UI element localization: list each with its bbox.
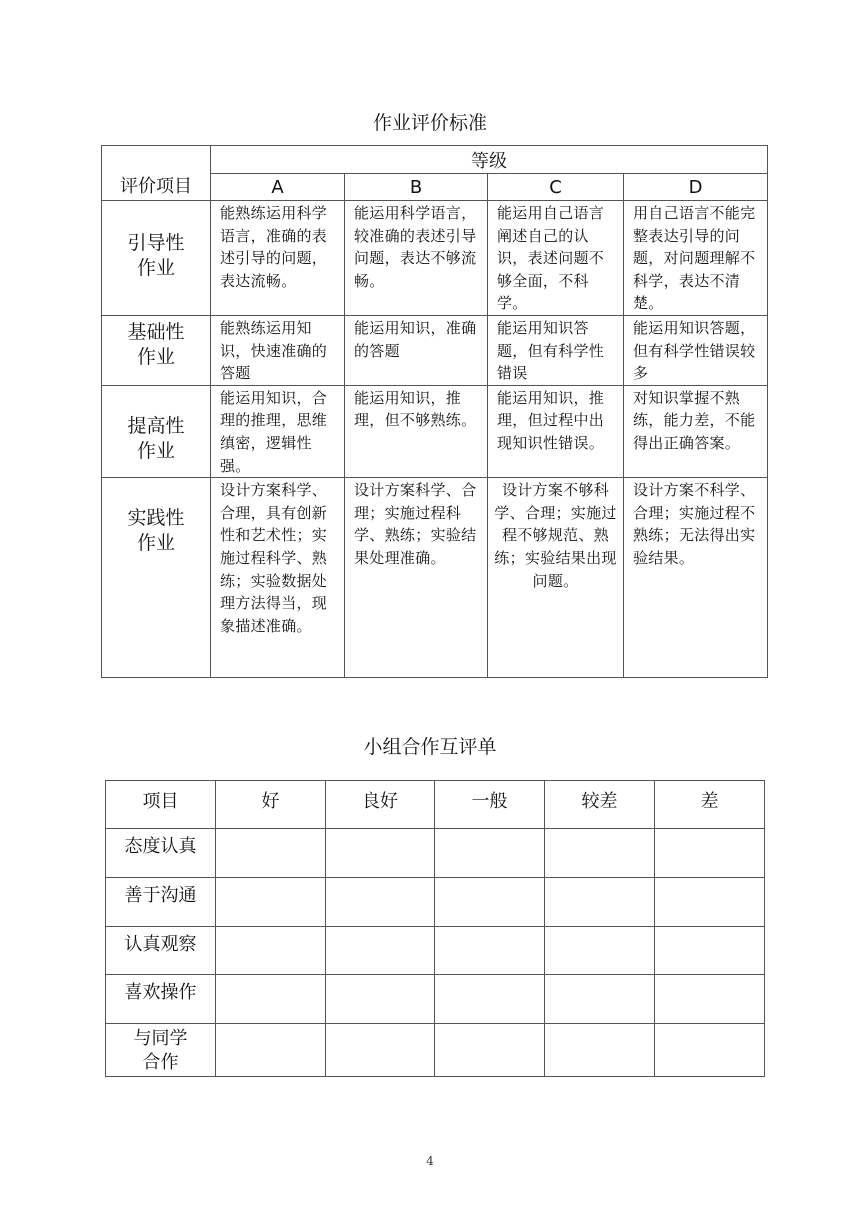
grade-cell: 能运用知识答题，但有科学性错误较多 [624, 315, 768, 385]
rating-cell[interactable] [545, 975, 655, 1024]
peer-evaluation-table [105, 780, 765, 1077]
peer-header-bad: 差 [655, 781, 765, 829]
rating-cell[interactable] [326, 1024, 435, 1077]
grade-group-header: 等级 [211, 146, 768, 174]
evaluation-standard-table [101, 145, 768, 678]
row-label-line: 作业 [136, 532, 175, 555]
peer-header-poor: 较差 [545, 781, 655, 829]
row-label-line: 作业 [136, 257, 175, 279]
rating-cell[interactable] [435, 1024, 545, 1077]
grade-cell: 设计方案不够科学、合理；实施过程不够规范、熟练；实验结果出现问题。 [488, 478, 624, 678]
rating-cell[interactable] [435, 829, 545, 878]
row-label-line: 提高性 [127, 414, 185, 437]
evaluation-table-title: 作业评价标准 [372, 112, 487, 134]
peer-row-label-line: 与同学 [133, 1028, 188, 1049]
rating-cell[interactable] [435, 975, 545, 1024]
rating-cell[interactable] [216, 878, 326, 927]
grade-cell: 能运用知识，推理，但过程中出现知识性错误。 [488, 385, 624, 477]
grade-cell: 设计方案科学、合理，具有创新性和艺术性；实施过程科学、熟练；实验数据处理方法得当，现象描述准确。 [211, 478, 345, 678]
peer-row-label: 善于沟通 [106, 878, 216, 927]
grade-cell: 能运用科学语言，较准确的表述引导问题，表达不够流畅。 [345, 201, 488, 316]
grade-cell: 用自己语言不能完整表达引导的问题，对问题理解不科学，表达不清楚。 [624, 201, 768, 316]
grade-cell: 能熟练运用知识，快速准确的答题 [211, 315, 345, 385]
grade-cell: 能运用知识，准确的答题 [345, 315, 488, 385]
rating-cell[interactable] [326, 878, 435, 927]
peer-row-label-line: 合作 [142, 1052, 179, 1073]
grade-header-a: A [211, 174, 345, 201]
peer-header-fairly-good: 良好 [326, 781, 435, 829]
rating-cell[interactable] [216, 1024, 326, 1077]
row-label-line: 基础性 [127, 320, 185, 343]
peer-table-title: 小组合作互评单 [363, 736, 497, 758]
row-label-advanced [102, 385, 211, 477]
grade-cell: 设计方案科学、合理；实施过程科学、熟练；实验结果处理准确。 [345, 478, 488, 678]
rating-cell[interactable] [545, 1024, 655, 1077]
grade-cell: 能运用知识答题，但有科学性错误 [488, 315, 624, 385]
rating-cell[interactable] [545, 878, 655, 927]
rating-cell[interactable] [326, 975, 435, 1024]
peer-header-item: 项目 [106, 781, 216, 829]
peer-header-good: 好 [216, 781, 326, 829]
rating-cell[interactable] [545, 927, 655, 975]
rating-cell[interactable] [326, 829, 435, 878]
rating-cell[interactable] [435, 878, 545, 927]
peer-row-label [106, 1024, 216, 1077]
rating-cell[interactable] [655, 829, 765, 878]
peer-row-label: 认真观察 [106, 927, 216, 975]
row-label-line: 作业 [136, 345, 175, 368]
grade-header-b: B [345, 174, 488, 201]
peer-row-label: 喜欢操作 [106, 975, 216, 1024]
rating-cell[interactable] [326, 927, 435, 975]
rating-cell[interactable] [545, 829, 655, 878]
peer-header-average: 一般 [435, 781, 545, 829]
corner-header: 评价项目 [102, 146, 211, 201]
row-label-line: 作业 [136, 439, 175, 462]
row-label-guiding [102, 201, 211, 316]
grade-cell: 对知识掌握不熟练，能力差，不能得出正确答案。 [624, 385, 768, 477]
rating-cell[interactable] [435, 927, 545, 975]
grade-cell: 能熟练运用科学语言，准确的表述引导的问题，表达流畅。 [211, 201, 345, 316]
row-label-line: 引导性 [127, 232, 185, 254]
grade-header-d: D [624, 174, 768, 201]
rating-cell[interactable] [216, 975, 326, 1024]
rating-cell[interactable] [655, 927, 765, 975]
rating-cell[interactable] [655, 878, 765, 927]
row-label-practical [102, 478, 211, 678]
rating-cell[interactable] [216, 927, 326, 975]
rating-cell[interactable] [216, 829, 326, 878]
grade-header-c: C [488, 174, 624, 201]
rating-cell[interactable] [655, 975, 765, 1024]
grade-cell: 能运用知识，推理，但不够熟练。 [345, 385, 488, 477]
row-label-line: 实践性 [127, 507, 185, 530]
grade-cell: 能运用知识，合理的推理，思维缜密，逻辑性强。 [211, 385, 345, 477]
grade-cell: 设计方案不科学、合理；实施过程不熟练；无法得出实验结果。 [624, 478, 768, 678]
row-label-basic [102, 315, 211, 385]
grade-cell: 能运用自己语言阐述自己的认识，表述问题不够全面，不科学。 [488, 201, 624, 316]
page-number: 4 [426, 1154, 434, 1168]
rating-cell[interactable] [655, 1024, 765, 1077]
peer-row-label: 态度认真 [106, 829, 216, 878]
